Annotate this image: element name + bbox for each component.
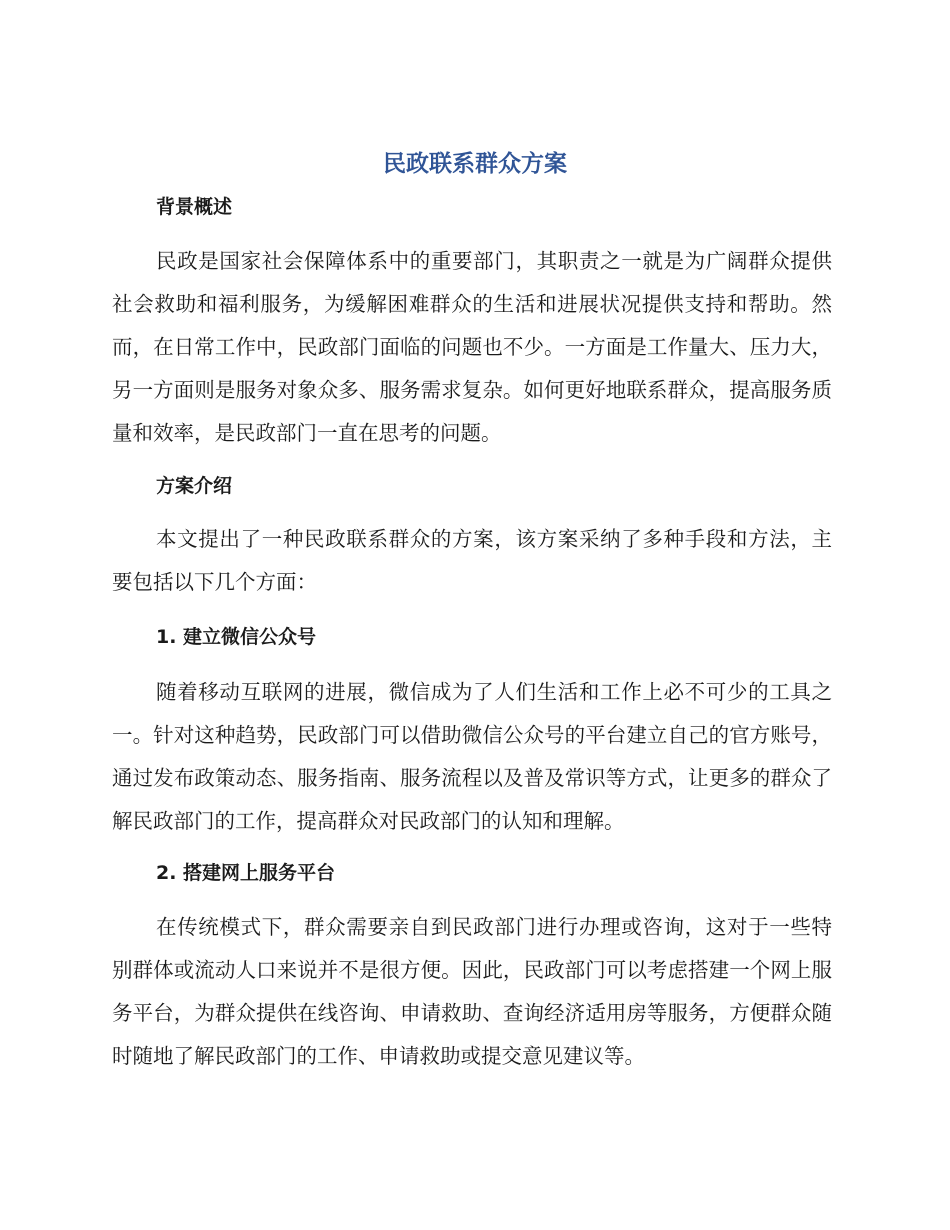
section-paragraph-online-platform: 在传统模式下，群众需要亲自到民政部门进行办理或咨询，这对于一些特别群体或流动人口来说并不是很方便。因此，民政部门可以考虑搭建一个网上服务平台，为群众提供在线咨询、申请救助、查询经济适用房等服务，方便群众随时随地了解民政部门的工作、申请救助或提交意见建议等。 [112, 915, 832, 1068]
section-paragraph-background: 民政是国家社会保障体系中的重要部门，其职责之一就是为广阔群众提供社会救助和福利服务，为缓解困难群众的生活和进展状况提供支持和帮助。然而，在日常工作中，民政部门面临的问题也不少。一方面是工作量大、压力大，另一方面则是服务对象众多、服务需求复杂。如何更好地联系群众，提高服务质量和效率，是民政部门一直在思考的问题。 [112, 249, 832, 445]
section-paragraph-plan-intro: 本文提出了一种民政联系群众的方案，该方案采纳了多种手段和方法，主要包括以下几个方面： [112, 527, 832, 594]
document-title: 民政联系群众方案 [383, 151, 567, 177]
section-heading-plan-intro: 方案介绍 [156, 475, 233, 497]
section-heading-online-platform: 2. 搭建网上服务平台 [156, 862, 336, 884]
section-heading-wechat: 1. 建立微信公众号 [156, 626, 317, 648]
section-heading-background: 背景概述 [156, 196, 233, 218]
section-paragraph-wechat: 随着移动互联网的进展，微信成为了人们生活和工作上必不可少的工具之一。针对这种趋势，民政部门可以借助微信公众号的平台建立自己的官方账号，通过发布政策动态、服务指南、服务流程以及普及常识等方式，让更多的群众了解民政部门的工作，提高群众对民政部门的认知和理解。 [112, 680, 832, 833]
